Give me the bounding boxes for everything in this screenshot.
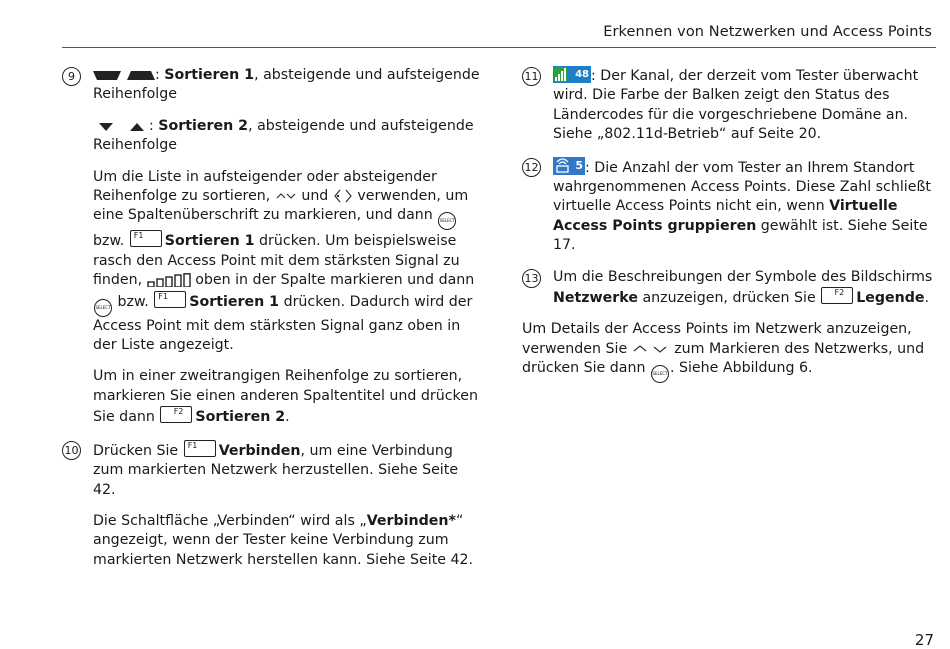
sort2-label: Sortieren 2 [158,117,249,134]
select-button-icon: SELECT [438,212,456,230]
f2-key-icon: F2 [160,406,192,423]
list-item-10 [62,440,482,570]
secondary-sort-paragraph: Um in einer zweitrangigen Reihenfolge zu sortieren, markieren Sie einen anderen Spaltentitel und drücken Sie dann F2 Sortieren 2. [93,368,478,426]
sort1-label: Sortieren 1 [164,67,255,83]
select-button-icon: SELECT [94,299,112,317]
connect-star-label: Verbinden* [366,512,456,529]
sort-instructions-paragraph: Um die Liste in aufsteigender oder absteigender Reihenfolge zu sortieren, und verwenden, um eine Spaltenüberschrift zu markieren, und dann SELECT bzw. F1 Sortieren 1 drücken. Um beispielsweise rasch den Access Point mit dem stärksten Signal zu finden, oben in der Spalte markieren und dann SELECT bzw. F1 Sortieren 1 drücken. Dadurch wird der Access Point mit dem stärksten Signal ganz oben in der Liste angezeigt. [93,168,475,354]
sort2-label-inline: Sortieren 2 [195,409,286,426]
page-header-title: Erkennen von Netzwerken und Access Points [603,24,932,40]
item-number-11: 11 [522,67,541,86]
connect-line: Drücken Sie F1 Verbinden, um eine Verbindung zum markierten Netzwerk herzustellen. Siehe Seite 42. [93,440,459,498]
signal-strength-icon [147,273,191,287]
channel-icon [553,66,591,83]
select-button-icon: SELECT [651,365,669,383]
item-number-12: 12 [522,158,541,177]
left-column [62,66,482,582]
item-number-10: 10 [62,441,81,460]
channel-description: : Der Kanal, der derzeit vom Tester überwacht wird. Die Farbe der Balken zeigt den Status des Ländercodes für die vorgeschriebene Domäne an. Siehe „802.11d-Betrieb“ auf Seite 20. [553,68,919,143]
access-point-count-icon [553,157,585,175]
f1-key-icon: F1 [184,440,216,457]
up-down-arrow-keys-icon [632,343,670,355]
right-column [522,66,934,383]
virtual-ap-label: Virtuelle Access Points gruppieren [553,198,898,234]
sort-down-up-arrows-icon [93,120,149,132]
sort1-label-inline: Sortieren 1 [164,233,255,250]
list-item-11 [522,66,934,145]
up-down-arrow-keys-icon [275,190,297,202]
page-number: 27 [914,631,934,649]
list-item-12: 12 5 : Die Anzahl der vom Tester an Ihrem Standort wahrgenommenen Access Points. Diese Zahl schließt virtuelle Access Points nicht ein, wenn Virtuelle Access Points gruppieren gewählt ist. Siehe Seite 17. [522,157,934,256]
access-point-count: 5 [575,158,583,172]
closing-paragraph: Um Details der Access Points im Netzwerk anzuzeigen, verwenden Sie zum Markieren des Netzwerks, und drücken Sie dann SELECT . Siehe Abbildung 6. [522,320,934,383]
sort-descending-ascending-wide-icon [93,69,155,81]
list-item-9 [62,66,482,428]
channel-number: 48 [575,69,589,80]
f2-key-icon: F2 [821,287,853,304]
f1-key-icon: F1 [130,230,162,247]
legend-label: Legende [856,290,925,307]
item-number-13: 13 [522,269,541,288]
connect-label: Verbinden [218,442,301,459]
item-number-9: 9 [62,67,81,86]
sort2-line: : Sortieren 2, absteigende und aufsteigende Reihenfolge [93,117,474,154]
sort1-label-inline: Sortieren 1 [189,293,280,310]
networks-label: Netzwerke [553,290,638,307]
channel-bars-icon [554,67,567,82]
header-rule [62,47,936,48]
connect-star-paragraph: Die Schaltfläche „Verbinden“ wird als „Verbinden*“ angezeigt, wenn der Tester keine Verbindung zum markierten Netzwerk herstellen kann. Siehe Seite 42. [93,512,474,568]
sort1-line: : Sortieren 1, absteigende und aufsteigende Reihenfolge [93,67,480,103]
list-item-13: 13 Um die Beschreibungen der Symbole des Bildschirms Netzwerke anzuzeigen, drücken Sie F2 Legende. [522,268,934,309]
left-right-arrow-keys-icon [333,188,353,204]
f1-key-icon: F1 [154,291,186,308]
